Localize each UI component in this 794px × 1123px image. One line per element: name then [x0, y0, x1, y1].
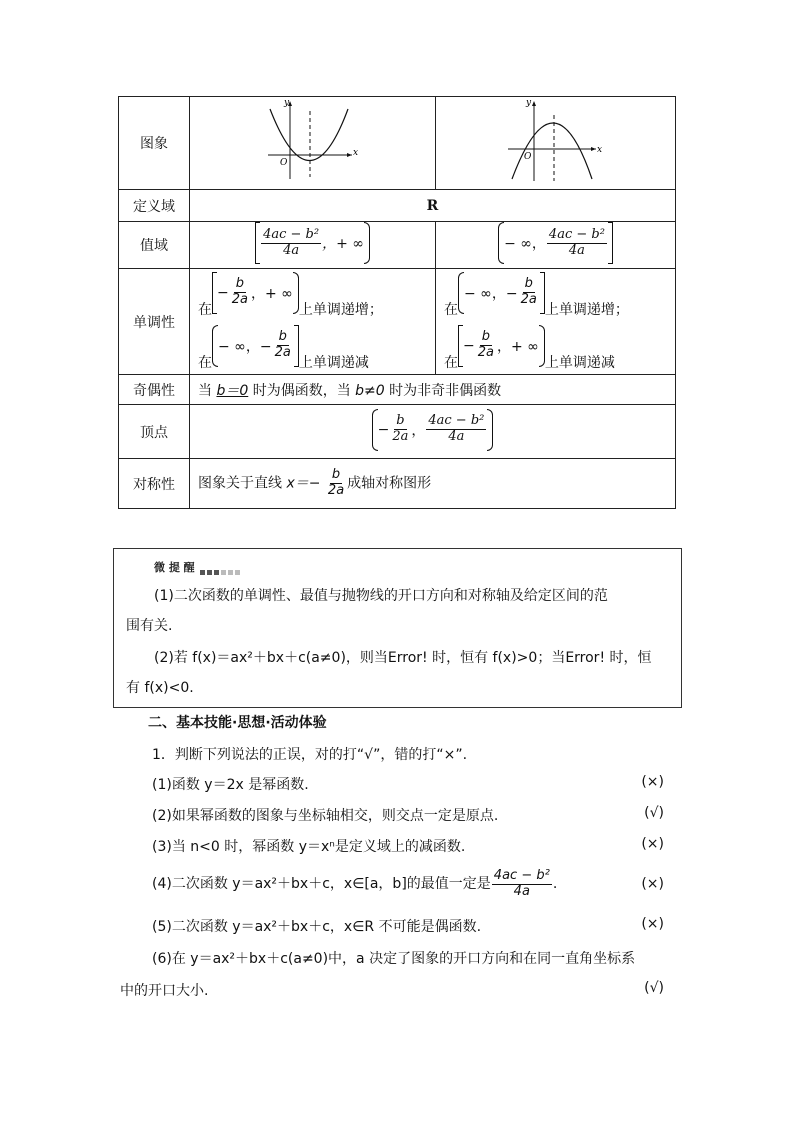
origin-label: O	[280, 158, 288, 168]
monotonic-upward	[190, 269, 436, 375]
row-label-graph: 图象	[119, 97, 190, 190]
symmetry-value: 图象关于直线 x＝− $\frac{b}{2a}$ 成轴对称图形	[190, 459, 676, 509]
statement-item: (5)二次函数 y＝ax²＋bx＋c，x∈R 不可能是偶函数. (×)	[152, 916, 664, 935]
statement-item: (1)函数 y＝2x 是幂函数. (×)	[152, 774, 664, 793]
y-axis-label: y	[526, 98, 532, 108]
statement-item: (3)当 n<0 时，幂函数 y＝xⁿ是定义域上的减函数. (×)	[152, 836, 664, 855]
y-axis-label: y	[284, 98, 290, 108]
downward-parabola-figure	[436, 97, 676, 185]
upward-parabola-figure	[190, 97, 436, 185]
section-title: 二、基本技能·思想·活动体验	[148, 715, 327, 731]
tip-dots-decoration	[200, 563, 242, 579]
row-label-symmetry: 对称性	[119, 459, 190, 509]
tip-paragraph-1a: (1)二次函数的单调性、最值与抛物线的开口方向和对称轴及给定区间的范	[154, 588, 608, 604]
graph-upward-parabola	[190, 97, 436, 190]
domain-value: R	[190, 190, 676, 222]
row-label-vertex: 顶点	[119, 405, 190, 459]
parity-value: 当 b＝0 时为偶函数，当 b≠0 时为非奇非偶函数	[190, 375, 676, 405]
row-label-parity: 奇偶性	[119, 375, 190, 405]
monotonic-line: 在 − ∞，− $\frac{b}{2a}$ 上单调递增；	[444, 272, 675, 319]
origin-label: O	[524, 152, 532, 162]
tip-paragraph-2b: 有 f(x)<0.	[126, 680, 194, 696]
graph-downward-parabola	[436, 97, 676, 190]
quadratic-properties-table	[118, 96, 676, 509]
range-upward: $\frac{\text{4ac − b²}}{4a}$ ，+ ∞	[190, 222, 436, 269]
statement-item: (4)二次函数 y＝ax²＋bx＋c，x∈[a，b]的最值一定是 $\frac{\text{4ac − b²}}{4a}$ . (×)	[152, 868, 664, 899]
x-axis-label: x	[353, 148, 359, 158]
monotonic-line: 在 − $\frac{b}{2a}$ ，+ ∞ 上单调递减	[444, 325, 675, 372]
statement-item: (2)如果幂函数的图象与坐标轴相交，则交点一定是原点. (√)	[152, 805, 664, 824]
monotonic-line: 在 − ∞，− $\frac{b}{2a}$ 上单调递减	[198, 325, 435, 372]
tip-box	[113, 548, 682, 708]
question-1: 1．判断下列说法的正误，对的打“√”，错的打“×”.	[152, 747, 468, 763]
vertex-value: − $\frac{b}{2a}$ ， $\frac{\text{4ac − b²}}{4a}$	[190, 405, 676, 459]
range-downward: − ∞， $\frac{\text{4ac − b²}}{4a}$	[436, 222, 676, 269]
range-fraction: $\frac{\text{4ac − b²}}{4a}$	[263, 226, 320, 258]
row-label-monotonicity: 单调性	[119, 269, 190, 375]
x-axis-label: x	[597, 145, 603, 155]
statement-item: 中的开口大小. (√)	[120, 980, 664, 999]
tip-tag: 微 提 醒	[154, 561, 195, 574]
monotonic-line: 在 − $\frac{b}{2a}$ ，+ ∞ 上单调递增；	[198, 272, 435, 319]
tip-paragraph-1b: 围有关.	[126, 618, 173, 634]
row-label-domain: 定义域	[119, 190, 190, 222]
statement-item: (6)在 y＝ax²＋bx＋c(a≠0)中，a 决定了图象的开口方向和在同一直角坐标系	[152, 951, 636, 967]
monotonic-downward	[436, 269, 676, 375]
row-label-range: 值域	[119, 222, 190, 269]
range-fraction: $\frac{\text{4ac − b²}}{4a}$	[548, 226, 605, 258]
tip-paragraph-2a: (2)若 f(x)＝ax²＋bx＋c(a≠0)，则当Error! 时，恒有 f(x)>0；当Error! 时，恒	[154, 650, 652, 666]
